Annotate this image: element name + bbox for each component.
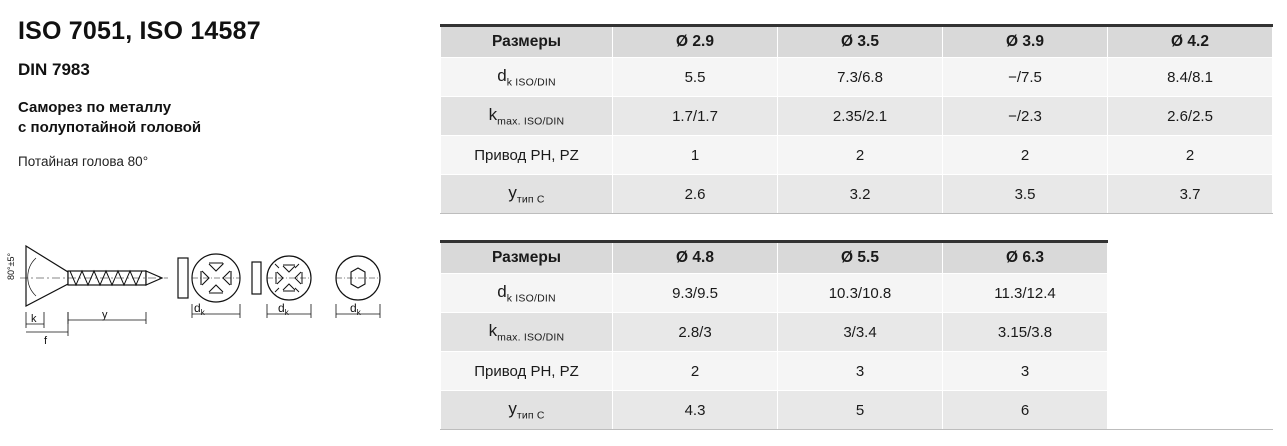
- screw-technical-drawing: [6, 228, 406, 348]
- table1-row0-label-sub: k ISO/DIN: [506, 76, 556, 89]
- table-row: [441, 175, 1273, 214]
- table2-row2-label: Привод PH, PZ: [441, 352, 613, 391]
- table-header-row: [441, 26, 1273, 58]
- table2-row3-label: [441, 391, 613, 430]
- dim-y-label: y: [102, 309, 108, 321]
- table1-row2-val0: 1: [613, 136, 778, 175]
- table2-row2-val2: 3: [943, 352, 1108, 391]
- table2-row3-label-sub: тип C: [516, 409, 545, 422]
- table2-row3-val2: 6: [943, 391, 1108, 430]
- table-row: [441, 58, 1273, 97]
- table1-row0-label-main: d: [497, 65, 507, 85]
- table-row: [441, 391, 1273, 430]
- table-header-row: [441, 242, 1273, 274]
- table-row: [441, 352, 1273, 391]
- table2-row1-val2: 3.15/3.8: [943, 313, 1108, 352]
- table2-row0-label-sub: k ISO/DIN: [506, 292, 556, 305]
- table2-row0-val3: [1108, 274, 1273, 313]
- table2-row3-val1: 5: [778, 391, 943, 430]
- table2-row3-label-main: y: [508, 398, 517, 418]
- table1-row3-label-sub: тип C: [516, 193, 545, 206]
- product-description-line2: с полупотайной головой: [18, 118, 202, 136]
- table2-row1-val0: 2.8/3: [613, 313, 778, 352]
- dim-dk-label-3: $d_k$: [350, 301, 361, 317]
- dim-dk-label-1: $d_k$: [194, 301, 205, 317]
- table1-row2-val1: 2: [778, 136, 943, 175]
- head-angle-note: Потайная голова 80°: [18, 154, 149, 169]
- table1-row1-label-main: k: [488, 104, 498, 124]
- dim-dk-label-2: $d_k$: [278, 301, 289, 317]
- table1-row2-val3: 2: [1108, 136, 1273, 175]
- table1-row0-val3: 8.4/8.1: [1108, 58, 1273, 97]
- table1-header-3: Ø 3.9: [943, 26, 1108, 58]
- table-row: [441, 97, 1273, 136]
- table2-row3-val0: 4.3: [613, 391, 778, 430]
- table1-row2-label: Привод PH, PZ: [441, 136, 613, 175]
- table1-header-4: Ø 4.2: [1108, 26, 1273, 58]
- table1-row2-val2: 2: [943, 136, 1108, 175]
- table1-row3-val3: 3.7: [1108, 175, 1273, 214]
- table1-row1-label: [441, 97, 613, 136]
- table1-header-0: Размеры: [441, 26, 613, 58]
- table-row: [441, 313, 1273, 352]
- table1-row0-label: [441, 58, 613, 97]
- product-description-line1: Саморез по металлу: [18, 98, 172, 116]
- drawing-svg: [6, 228, 406, 348]
- dimensions-table-2-wrap: [440, 240, 1272, 430]
- table1-row0-val2: −/7.5: [943, 58, 1108, 97]
- table1-row1-label-sub: max. ISO/DIN: [497, 115, 565, 128]
- table2-header-0: Размеры: [441, 242, 613, 274]
- dimensions-table-1: [440, 24, 1273, 214]
- table2-row0-label-main: d: [497, 281, 507, 301]
- table2-row2-val0: 2: [613, 352, 778, 391]
- table-row: [441, 136, 1273, 175]
- table-row: [441, 274, 1273, 313]
- table2-row2-val1: 3: [778, 352, 943, 391]
- table2-row1-val3: [1108, 313, 1273, 352]
- table1-header-1: Ø 2.9: [613, 26, 778, 58]
- page-title: ISO 7051, ISO 14587: [18, 17, 261, 45]
- table2-row1-label: [441, 313, 613, 352]
- standard-subtitle: DIN 7983: [18, 59, 90, 79]
- spec-header-block: [18, 18, 418, 169]
- dim-f-label: f: [44, 335, 48, 347]
- table2-row3-val3: [1108, 391, 1273, 430]
- table1-row1-val0: 1.7/1.7: [613, 97, 778, 136]
- dim-k-label: k: [31, 313, 37, 325]
- table1-row3-label-main: y: [508, 182, 517, 202]
- table1-header-2: Ø 3.5: [778, 26, 943, 58]
- table2-row0-label: [441, 274, 613, 313]
- table1-row3-label: [441, 175, 613, 214]
- table1-row3-val1: 3.2: [778, 175, 943, 214]
- table2-header-1: Ø 4.8: [613, 242, 778, 274]
- table1-row1-val1: 2.35/2.1: [778, 97, 943, 136]
- table1-row0-val0: 5.5: [613, 58, 778, 97]
- table2-row0-val0: 9.3/9.5: [613, 274, 778, 313]
- table2-row1-label-main: k: [488, 320, 498, 340]
- table2-row0-val1: 10.3/10.8: [778, 274, 943, 313]
- angle-label: 80°±5°: [6, 252, 16, 280]
- table2-row2-val3: [1108, 352, 1273, 391]
- dimensions-table-2: [440, 240, 1273, 430]
- product-description: [18, 98, 418, 139]
- table1-row1-val3: 2.6/2.5: [1108, 97, 1273, 136]
- table2-row1-label-sub: max. ISO/DIN: [497, 331, 565, 344]
- table1-row1-val2: −/2.3: [943, 97, 1108, 136]
- table2-header-2: Ø 5.5: [778, 242, 943, 274]
- table2-header-4: [1108, 242, 1273, 274]
- table1-row0-val1: 7.3/6.8: [778, 58, 943, 97]
- table2-row1-val1: 3/3.4: [778, 313, 943, 352]
- table2-row0-val2: 11.3/12.4: [943, 274, 1108, 313]
- table1-row3-val0: 2.6: [613, 175, 778, 214]
- table2-header-3: Ø 6.3: [943, 242, 1108, 274]
- dimensions-table-1-wrap: [440, 24, 1272, 214]
- table1-row3-val2: 3.5: [943, 175, 1108, 214]
